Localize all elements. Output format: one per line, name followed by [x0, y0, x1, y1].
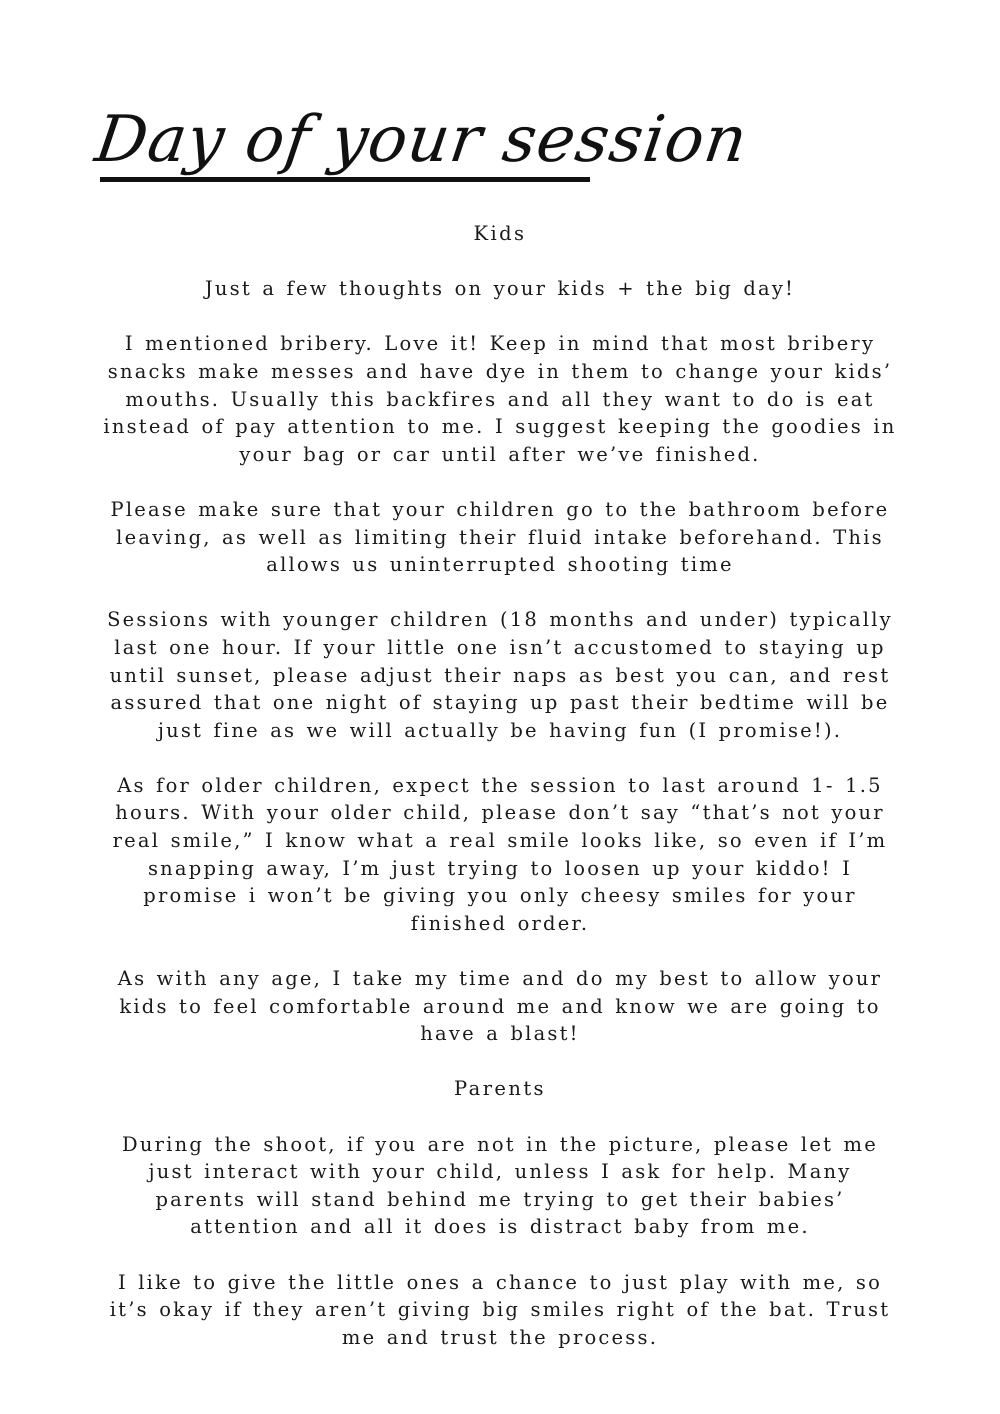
shoot-paragraph: During the shoot, if you are not in the picture, please let me just interact with your child, unless I ask for help. Many parents will stand behind me trying to get their babies’ attention and all it does is distract baby from me.	[122, 1132, 878, 1239]
intro-paragraph: Just a few thoughts on your kids + the big day!	[204, 277, 796, 301]
title-block	[90, 80, 753, 220]
page-title: Day of your session	[90, 103, 753, 177]
younger-children-paragraph: Sessions with younger children (18 months and under) typically last one hour. If your little one isn’t accustomed to staying up until sunset, please adjust their naps as best you can, and rest assured that one night of staying up past their bedtime will be just fine as we will actually be having fun (I promise!).	[107, 608, 893, 742]
parents-heading: Parents	[454, 1077, 546, 1101]
older-children-paragraph: As for older children, expect the session to last around 1- 1.5 hours. With your older child, please don’t say “that’s not your real smile,” I know what a real smile looks like, so even if I’m snapping away, I’m just trying to loosen up your kiddo! I promise i won’t be giving you only cheesy smiles for your finished order.	[112, 773, 888, 935]
document-body	[100, 220, 900, 1379]
bribery-paragraph: I mentioned bribery. Love it! Keep in mind that most bribery snacks make messes and have dye in them to change your kids’ mouths. Usually this backfires and all they want to do is eat instead of pay attention to me. I suggest keeping the goodies in your bag or car until after we’ve finished.	[103, 332, 897, 466]
kids-heading: Kids	[473, 222, 527, 245]
bathroom-paragraph: Please make sure that your children go to the bathroom before leaving, as well as limiting their fluid intake beforehand. This allows us uninterrupted shooting time	[110, 497, 890, 577]
little-ones-paragraph: I like to give the little ones a chance to just play with me, so it’s okay if they aren’t giving big smiles right of the bat. Trust me and trust the process.	[109, 1270, 891, 1349]
title-underline	[100, 177, 590, 182]
any-age-paragraph: As with any age, I take my time and do my best to allow your kids to feel comfortable around me and know we are going to have a blast!	[117, 967, 883, 1046]
